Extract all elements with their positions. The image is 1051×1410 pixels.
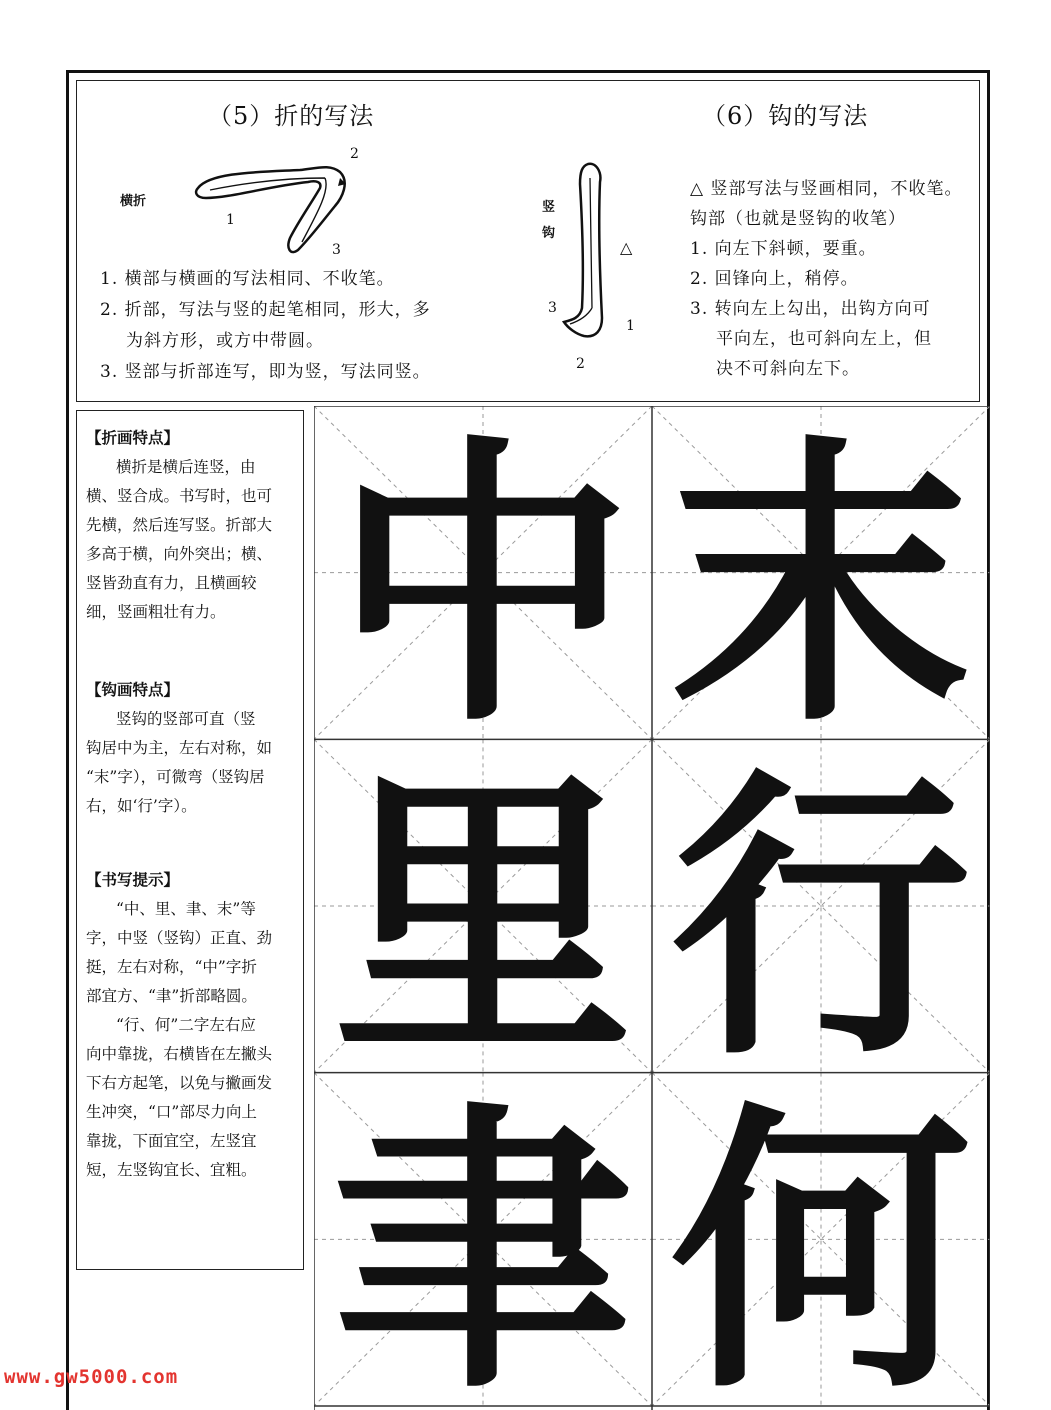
zhe-features-heading: 【折画特点】 (86, 429, 180, 447)
gou-number-2: 2 (576, 356, 585, 372)
gou-sub-intro: 钩部（也就是竖钩的收笔） (690, 209, 906, 229)
zhe-features (86, 424, 306, 627)
zhe-number-1: 1 (226, 212, 235, 228)
gou-features-line: “末”字），可微弯（竖钩居 (86, 768, 265, 786)
site-watermark: www.gw5000.com (4, 1366, 179, 1388)
writing-tips-line: “中、里、聿、末”等 (116, 900, 256, 918)
gou-number-3: 3 (548, 300, 557, 316)
writing-tips-line: 下右方起笔，以免与撇画发 (86, 1074, 273, 1092)
gou-triangle-marker: △ (620, 238, 633, 257)
writing-tips-line: 靠拢，下面宜空，左竖宜 (86, 1132, 257, 1150)
zhe-features-line: 横、竖合成。书写时，也可 (86, 487, 273, 505)
writing-tips (86, 866, 306, 1185)
writing-tips-line: 向中靠拢，右横皆在左撇头 (86, 1045, 273, 1063)
zhe-features-line: 多高于横，向外突出；横、 (86, 545, 273, 563)
gou-point-3-cont-1: 平向左，也可斜向左上，但 (716, 329, 932, 349)
shu-gou-stroke-diagram (560, 158, 620, 348)
gou-point-1: 1. 向左下斜顿，要重。 (690, 239, 877, 259)
zhe-features-line: 竖皆劲直有力，且横画较 (86, 574, 257, 592)
zhe-features-line: 细，竖画粗壮有力。 (86, 603, 226, 621)
calligraphy-character: 中 (333, 408, 633, 762)
zhe-number-2: 2 (350, 146, 359, 162)
calligraphy-character: 聿 (333, 1075, 633, 1410)
gou-features-line: 钩居中为主，左右对称，如 (86, 739, 273, 757)
shu-label: 竖 (542, 200, 556, 215)
calligraphy-character: 里 (333, 742, 633, 1095)
writing-tips-line: “行、何”二字左右应 (116, 1016, 256, 1034)
heng-zhe-label: 横折 (120, 194, 147, 209)
gou-features-line: 右，如‘行’字）。 (86, 797, 197, 815)
writing-tips-heading: 【书写提示】 (86, 871, 180, 889)
gou-point-3-cont-2: 决不可斜向左下。 (716, 359, 860, 379)
gou-number-1: 1 (626, 318, 635, 334)
zhe-number-3: 3 (332, 242, 341, 258)
gou-point-2: 2. 回锋向上，稍停。 (690, 269, 859, 289)
writing-tips-line: 字，中竖（竖钩）正直、劲 (86, 929, 273, 947)
writing-tips-line: 短，左竖钩宜长、宜粗。 (86, 1161, 257, 1179)
calligraphy-character: 行 (671, 742, 971, 1095)
writing-tips-line: 部宜方、“聿”折部略圆。 (86, 987, 257, 1005)
zhe-point-1: 1. 横部与横画的写法相同、不收笔。 (100, 269, 395, 289)
calligraphy-character: 何 (671, 1075, 971, 1410)
zhe-point-3: 3. 竖部与折部连写，即为竖，写法同竖。 (100, 362, 431, 382)
zhe-features-line: 横折是横后连竖，由 (116, 458, 256, 476)
gou-features-heading: 【钩画特点】 (86, 681, 180, 699)
zhe-point-2-cont: 为斜方形，或方中带圆。 (126, 331, 324, 351)
gou-points (690, 174, 962, 384)
mi-grid-practice-sheet (314, 406, 990, 1410)
calligraphy-character: 末 (671, 408, 971, 762)
gou-intro: △ 竖部写法与竖画相同，不收笔。 (690, 179, 963, 199)
gou-features (86, 676, 306, 821)
writing-tips-line: 挺，左右对称，“中”字折 (86, 958, 257, 976)
writing-tips-line: 生冲突，“口”部尽力向上 (86, 1103, 257, 1121)
gou-label: 钩 (542, 226, 556, 241)
gou-point-3: 3. 转向左上勾出，出钩方向可 (690, 299, 931, 319)
gou-section-title: （6）钩的写法 (702, 102, 869, 130)
zhe-features-line: 先横，然后连写竖。折部大 (86, 516, 273, 534)
zhe-points (100, 264, 431, 388)
zhe-section-title: （5）折的写法 (208, 102, 375, 130)
zhe-point-2: 2. 折部，写法与竖的起笔相同，形大，多 (100, 300, 431, 320)
gou-features-line: 竖钩的竖部可直（竖 (116, 710, 256, 728)
